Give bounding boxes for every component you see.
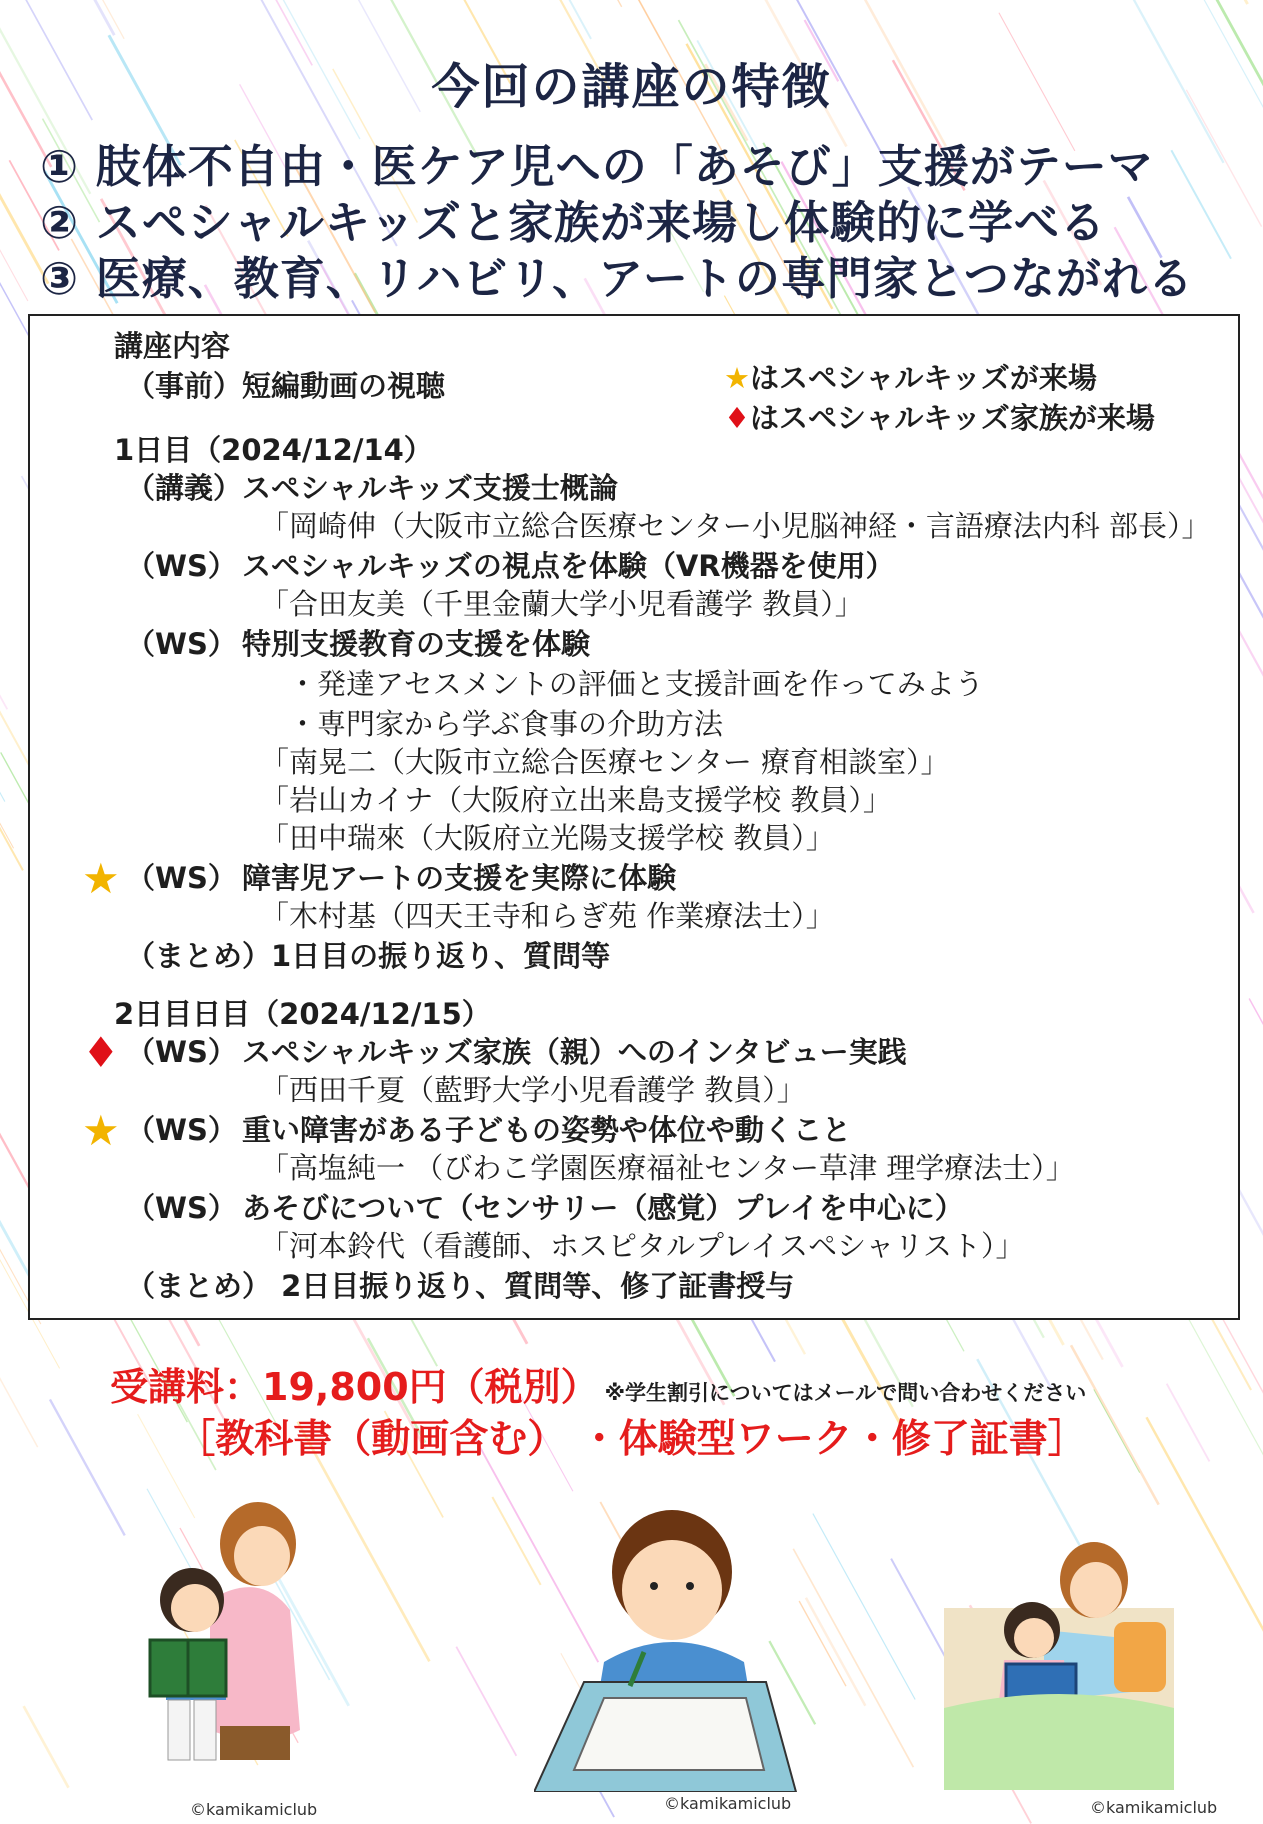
instructor: 「岡崎伸（大阪市立総合医療センター小児脳神経・言語療法内科 部長）」	[260, 509, 1211, 543]
instructor: 「南晃二（大阪市立総合医療センター 療育相談室）」	[260, 745, 950, 779]
instructor: 「西田千夏（藍野大学小児看護学 教員）」	[260, 1073, 806, 1107]
fee-includes: ［教科書（動画含む） ・体験型ワーク・修了証書］	[176, 1417, 1087, 1462]
feature-2: ② スペシャルキッズと家族が来場し体験的に学べる	[40, 196, 1106, 249]
illustration-boy-drawing	[534, 1502, 804, 1792]
illustration-credit: ©kamikamiclub	[664, 1794, 792, 1813]
day1-label: 1日目（2024/12/14）	[114, 433, 433, 467]
illustration-bedtime-reading	[944, 1540, 1174, 1790]
legend-diamond: ♦はスペシャルキッズ家族が来場	[724, 401, 1155, 435]
session-row: （WS） スペシャルキッズ家族（親）へのインタビュー実践	[126, 1035, 907, 1069]
star-icon: ★	[724, 361, 750, 395]
background-streak	[1249, 998, 1263, 1122]
background-streak	[793, 1549, 913, 1767]
instructor: 「高塩純一 （びわこ学園医療福祉センター草津 理学療法士）」	[260, 1151, 1075, 1185]
illustration-mother-child-reading	[140, 1490, 330, 1790]
session-row: （WS） 障害児アートの支援を実際に体験	[126, 861, 677, 895]
page-title: 今回の講座の特徴	[431, 59, 832, 115]
instructor: 「岩山カイナ（大阪府立出来島支援学校 教員）」	[260, 783, 892, 817]
background-streak	[0, 591, 7, 709]
day2-summary: （まとめ） 2日目振り返り、質問等、修了証書授与	[126, 1269, 795, 1303]
background-streak	[0, 159, 28, 301]
star-icon: ★	[82, 854, 120, 903]
diamond-icon: ♦	[724, 401, 750, 435]
session-row: （WS） スペシャルキッズの視点を体験（VR機器を使用）	[126, 549, 895, 583]
session-row: （WS） あそびについて（センサリー（感覚）プレイを中心に）	[126, 1191, 964, 1225]
background-streak	[799, 1601, 846, 1686]
instructor: 「木村基（四天王寺和らぎ苑 作業療法士）」	[260, 899, 835, 933]
background-streak	[456, 1647, 516, 1756]
pre-study: （事前）短編動画の視聴	[126, 369, 446, 403]
student-discount-note: ※学生割引についてはメールで問い合わせください	[604, 1381, 1087, 1405]
background-streak	[518, 0, 591, 39]
illustration-credit: ©kamikamiclub	[1090, 1798, 1218, 1817]
fee-main: 受講料：19,800円（税別）	[110, 1365, 599, 1409]
session-row: （講義）スペシャルキッズ支援士概論	[126, 471, 618, 505]
day1-summary: （まとめ）1日目の振り返り、質問等	[126, 939, 611, 973]
session-bullet: ・専門家から学ぶ食事の介助方法	[288, 707, 724, 741]
diamond-icon: ♦	[82, 1028, 120, 1077]
background-streak	[561, 0, 660, 40]
session-row: （WS） 特別支援教育の支援を体験	[126, 627, 591, 661]
schedule-heading: 講座内容	[114, 329, 231, 363]
schedule-box	[28, 314, 1240, 1320]
background-streak	[0, 638, 23, 870]
instructor: 「田中瑞來（大阪府立光陽支援学校 教員）」	[260, 821, 835, 855]
instructor: 「河本鈴代（看護師、ホスピタルプレイスペシャリスト）」	[260, 1229, 1025, 1263]
session-bullet: ・発達アセスメントの評価と支援計画を作ってみよう	[288, 667, 984, 701]
fee-line	[110, 1356, 1086, 1411]
background-streak	[533, 0, 622, 7]
background-streak	[1095, 0, 1247, 4]
background-streak	[813, 1514, 915, 1700]
background-streak	[24, 1706, 69, 1788]
background-streak	[806, 1598, 865, 1706]
day2-label: 2日目日目（2024/12/15）	[114, 997, 491, 1031]
feature-1: ① 肢体不自由・医ケア児への「あそび」支援がテーマ	[40, 140, 1154, 193]
session-row: （WS） 重い障害がある子どもの姿勢や体位や動くこと	[126, 1113, 852, 1147]
feature-3: ③ 医療、教育、リハビリ、アートの専門家とつながれる	[40, 252, 1194, 305]
instructor: 「合田友美（千里金蘭大学小児看護学 教員）」	[260, 587, 864, 621]
star-icon: ★	[82, 1106, 120, 1155]
legend-star: ★はスペシャルキッズが来場	[724, 361, 1097, 395]
illustration-credit: ©kamikamiclub	[190, 1800, 318, 1819]
background-streak	[0, 545, 5, 802]
background-streak	[0, 0, 114, 35]
